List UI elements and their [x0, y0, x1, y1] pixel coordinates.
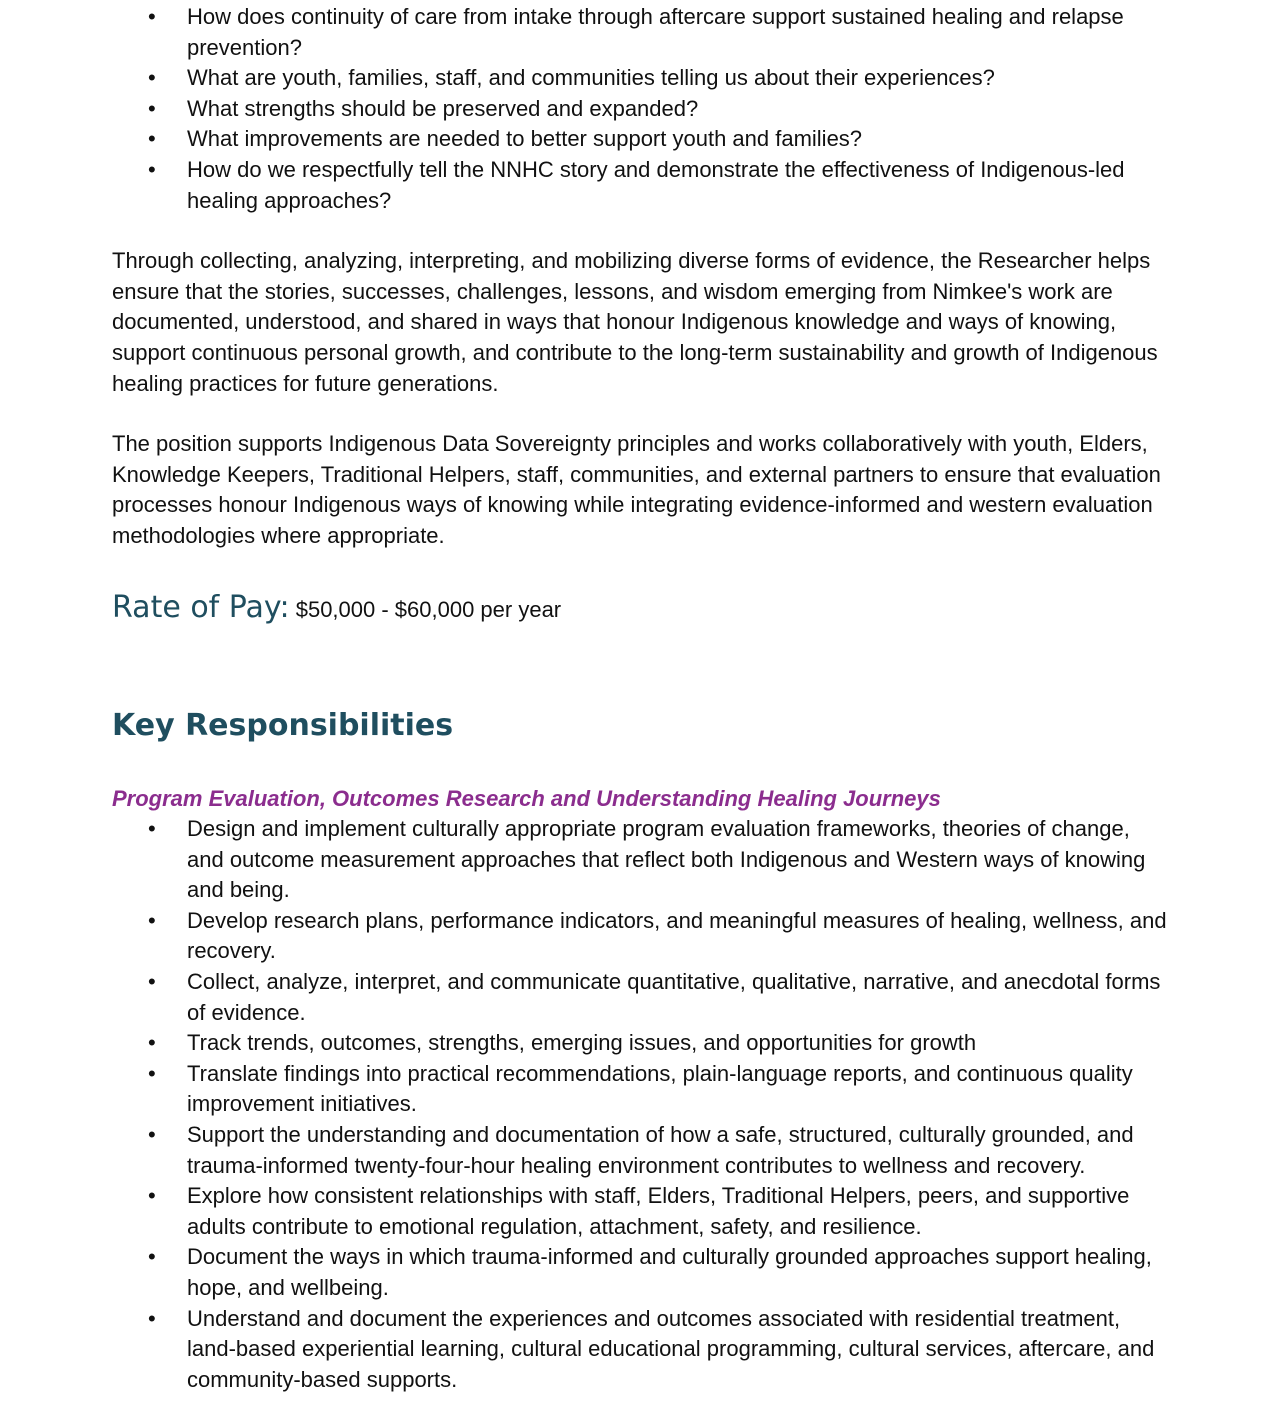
rate-of-pay-label: Rate of Pay:	[112, 589, 290, 625]
list-item: • How does continuity of care from intake through aftercare support sustained healing and relapse prevention?	[112, 2, 1172, 63]
key-responsibilities-heading: Key Responsibilities	[112, 707, 454, 743]
list-item: • Design and implement culturally appropriate program evaluation frameworks, theories of change, and outcome measurement approaches that reflect both Indigenous and Western ways of knowing and being.	[112, 814, 1172, 906]
list-item: • What strengths should be preserved and expanded?	[112, 94, 1172, 125]
paragraph-gap	[112, 216, 1172, 246]
program-evaluation-subheading: Program Evaluation, Outcomes Research and Understanding Healing Journeys	[112, 785, 941, 811]
list-item: • Track trends, outcomes, strengths, emerging issues, and opportunities for growth	[112, 1028, 1172, 1059]
paragraph-data-sovereignty: The position supports Indigenous Data Sovereignty principles and works collaboratively with youth, Elders, Knowledge Keepers, Traditional Helpers, staff, communities, and external partners to ensure that evaluation processes honour Indigenous ways of knowing while integrating evidence-informed and western evaluation methodologies where appropriate.	[112, 431, 1161, 548]
list-item: • Develop research plans, performance indicators, and meaningful measures of healing, wellness, and recovery.	[112, 906, 1172, 967]
list-item: • Collect, analyze, interpret, and communicate quantitative, qualitative, narrative, and anecdotal forms of evidence.	[112, 967, 1172, 1028]
paragraph-evidence: Through collecting, analyzing, interpreting, and mobilizing diverse forms of evidence, the Researcher helps ensure that the stories, successes, challenges, lessons, and wisdom emerging from Nimkee's work are documented, understood, and shared in ways that honour Indigenous knowledge and ways of knowing, support continuous personal growth, and contribute to the long-term sustainability and growth of Indigenous healing practices for future generations.	[112, 248, 1158, 396]
list-item: • Document the ways in which trauma-informed and culturally grounded approaches support healing, hope, and wellbeing.	[112, 1242, 1172, 1303]
list-item: • How do we respectfully tell the NNHC story and demonstrate the effectiveness of Indigenous-led healing approaches?	[112, 155, 1172, 216]
paragraph-gap	[112, 552, 1172, 588]
list-item: • Support the understanding and documentation of how a safe, structured, culturally grounded, and trauma-informed twenty-four-hour healing environment contributes to wellness and recovery.	[112, 1120, 1172, 1181]
list-item: • Understand and document the experiences and outcomes associated with residential treatment, land-based experiential learning, cultural educational programming, cultural services, aftercare, and community-based supports.	[112, 1304, 1172, 1396]
paragraph-gap	[112, 399, 1172, 429]
responsibilities-list	[112, 814, 1172, 1395]
section-gap	[112, 630, 1172, 706]
section-gap	[112, 746, 1172, 784]
intro-question-list	[112, 2, 1172, 216]
rate-of-pay	[112, 588, 1172, 630]
list-item: • Translate findings into practical recommendations, plain-language reports, and continuous quality improvement initiatives.	[112, 1059, 1172, 1120]
rate-of-pay-value: $50,000 - $60,000 per year	[295, 596, 562, 622]
list-item: • What improvements are needed to better support youth and families?	[112, 124, 1172, 155]
list-item: • What are youth, families, staff, and communities telling us about their experiences?	[112, 63, 1172, 94]
list-item: • Explore how consistent relationships with staff, Elders, Traditional Helpers, peers, and supportive adults contribute to emotional regulation, attachment, safety, and resilience.	[112, 1181, 1172, 1242]
document-page	[112, 0, 1172, 1395]
